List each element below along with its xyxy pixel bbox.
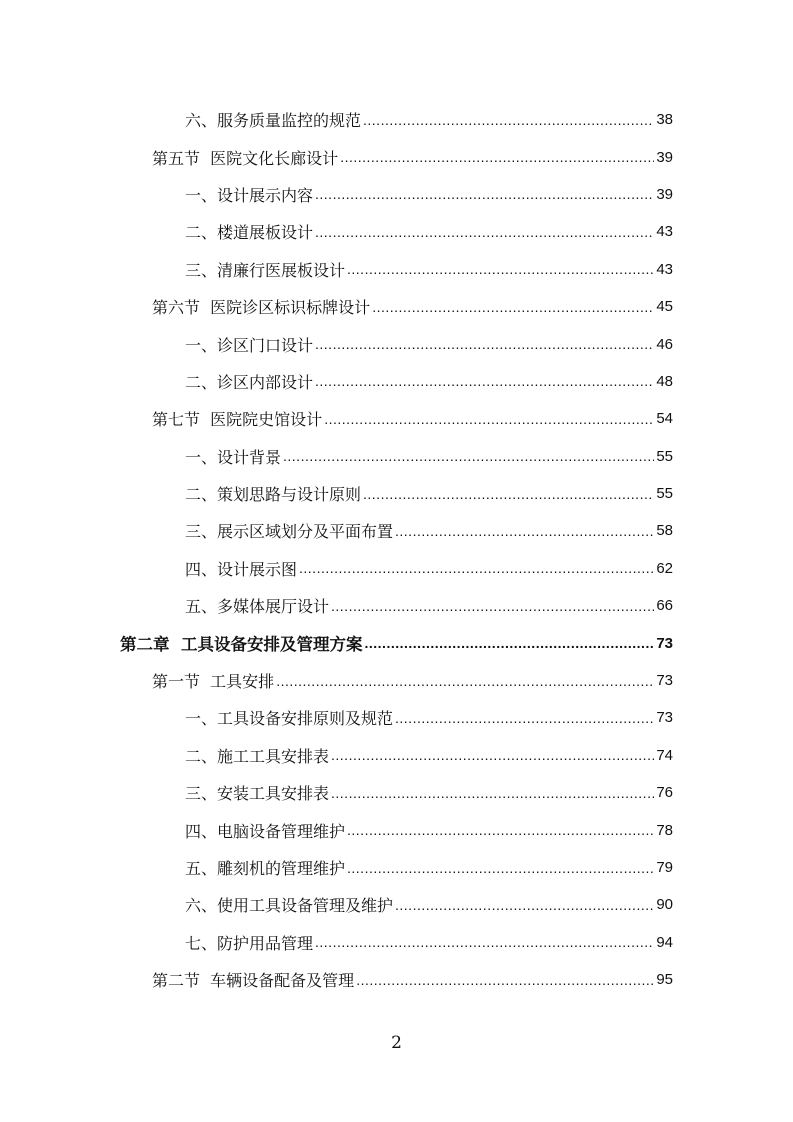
- toc-entry[interactable]: [0, 774, 793, 811]
- toc-entry-title: 四、设计展示图: [185, 559, 298, 579]
- toc-dot-leader: [283, 448, 654, 464]
- toc-entry-page: 43: [656, 260, 673, 278]
- toc-dot-leader: [331, 785, 654, 801]
- toc-entry-title: 三、展示区域划分及平面布置: [185, 522, 394, 542]
- toc-entry-page: 66: [656, 597, 673, 615]
- toc-entry-title: 第六节 医院诊区标识标牌设计: [152, 298, 371, 318]
- toc-entry-title: 第二章 工具设备安排及管理方案: [120, 635, 363, 655]
- toc-entry-title: 一、设计展示内容: [185, 185, 314, 205]
- toc-entry-title: 一、工具设备安排原则及规范: [185, 709, 394, 729]
- toc-entry-page: 79: [656, 859, 673, 876]
- toc-entry-title: 第七节 医院院史馆设计: [152, 410, 323, 430]
- toc-entry-title: 三、清廉行医展板设计: [185, 260, 346, 280]
- toc-entry[interactable]: [0, 176, 793, 213]
- toc-entry-page: 73: [656, 634, 673, 652]
- toc-entry[interactable]: [0, 587, 793, 624]
- toc-entry-page: 39: [656, 148, 673, 166]
- toc-dot-leader: [395, 710, 654, 726]
- toc-entry[interactable]: [0, 475, 793, 512]
- toc-entry[interactable]: [0, 811, 793, 848]
- toc-entry-page: 45: [656, 298, 673, 316]
- toc-entry[interactable]: [0, 886, 793, 923]
- toc-dot-leader: [395, 897, 654, 913]
- toc-entry[interactable]: [0, 400, 793, 437]
- toc-entry[interactable]: [0, 699, 793, 736]
- toc-entry-page: 78: [656, 821, 673, 839]
- toc-dot-leader: [276, 673, 654, 689]
- toc-dot-leader: [331, 598, 654, 614]
- toc-dot-leader: [331, 747, 654, 763]
- toc-dot-leader: [347, 261, 654, 277]
- toc-dot-leader: [372, 299, 654, 315]
- toc-dot-leader: [315, 186, 654, 202]
- toc-entry-page: 74: [656, 746, 673, 764]
- toc-dot-leader: [324, 411, 654, 427]
- toc-entry-title: 七、防护用品管理: [185, 933, 314, 953]
- toc-entry[interactable]: [0, 737, 793, 774]
- toc-dot-leader: [299, 560, 654, 576]
- toc-entry-page: 90: [656, 896, 673, 914]
- toc-dot-leader: [315, 336, 654, 352]
- toc-entry[interactable]: [0, 251, 793, 288]
- page-number: 2: [391, 1033, 402, 1053]
- toc-entry-title: 三、安装工具安排表: [185, 784, 330, 804]
- toc-entry-title: 第一节 工具安排: [152, 672, 275, 692]
- toc-entry[interactable]: [0, 288, 793, 325]
- toc-entry-title: 二、策划思路与设计原则: [185, 485, 362, 505]
- toc-entry-title: 二、楼道展板设计: [185, 223, 314, 243]
- toc-entry[interactable]: [0, 849, 793, 886]
- toc-entry-title: 五、多媒体展厅设计: [185, 597, 330, 617]
- toc-dot-leader: [315, 373, 654, 389]
- toc-entry-title: 六、使用工具设备管理及维护: [185, 896, 394, 916]
- toc-entry[interactable]: [0, 512, 793, 549]
- toc-entry[interactable]: [0, 624, 793, 661]
- toc-entry-page: 76: [656, 784, 673, 802]
- toc-entry-title: 二、施工工具安排表: [185, 746, 330, 766]
- toc-dot-leader: [347, 822, 654, 838]
- toc-entry[interactable]: [0, 924, 793, 961]
- toc-entry[interactable]: [0, 438, 793, 475]
- toc-entry-title: 二、诊区内部设计: [185, 372, 314, 392]
- toc-dot-leader: [315, 224, 654, 240]
- table-of-contents: [0, 101, 793, 998]
- toc-entry-page: 94: [656, 933, 673, 951]
- toc-entry-page: 58: [656, 522, 673, 540]
- toc-entry[interactable]: [0, 662, 793, 699]
- toc-dot-leader: [315, 934, 654, 950]
- toc-dot-leader: [363, 112, 654, 128]
- toc-entry-page: 39: [656, 185, 673, 203]
- toc-entry-page: 55: [656, 447, 673, 465]
- toc-entry-page: 73: [656, 672, 673, 690]
- toc-dot-leader: [347, 860, 654, 876]
- toc-entry-page: 55: [656, 485, 673, 503]
- toc-entry[interactable]: [0, 325, 793, 362]
- toc-entry-title: 第五节 医院文化长廊设计: [152, 148, 339, 168]
- toc-entry-title: 一、诊区门口设计: [185, 335, 314, 355]
- toc-entry-page: 73: [656, 709, 673, 727]
- toc-entry-page: 62: [656, 559, 673, 577]
- toc-entry[interactable]: [0, 138, 793, 175]
- toc-entry[interactable]: [0, 550, 793, 587]
- toc-entry[interactable]: [0, 363, 793, 400]
- toc-entry[interactable]: [0, 961, 793, 998]
- toc-dot-leader: [340, 149, 654, 165]
- toc-entry-title: 四、电脑设备管理维护: [185, 821, 346, 841]
- toc-entry-page: 48: [656, 372, 673, 390]
- toc-dot-leader: [395, 523, 654, 539]
- toc-entry[interactable]: [0, 213, 793, 250]
- toc-entry-page: 46: [656, 335, 673, 353]
- toc-entry-title: 一、设计背景: [185, 447, 282, 467]
- toc-entry-page: 54: [656, 410, 673, 428]
- toc-dot-leader: [356, 972, 654, 988]
- toc-dot-leader: [365, 635, 655, 651]
- toc-entry[interactable]: [0, 101, 793, 138]
- toc-dot-leader: [363, 486, 654, 502]
- toc-entry-page: 38: [656, 111, 673, 129]
- toc-entry-page: 43: [656, 223, 673, 241]
- toc-entry-title: 六、服务质量监控的规范: [185, 111, 362, 131]
- toc-entry-title: 第二节 车辆设备配备及管理: [152, 971, 355, 991]
- toc-entry-title: 五、雕刻机的管理维护: [185, 859, 346, 878]
- toc-entry-page: 95: [656, 971, 673, 989]
